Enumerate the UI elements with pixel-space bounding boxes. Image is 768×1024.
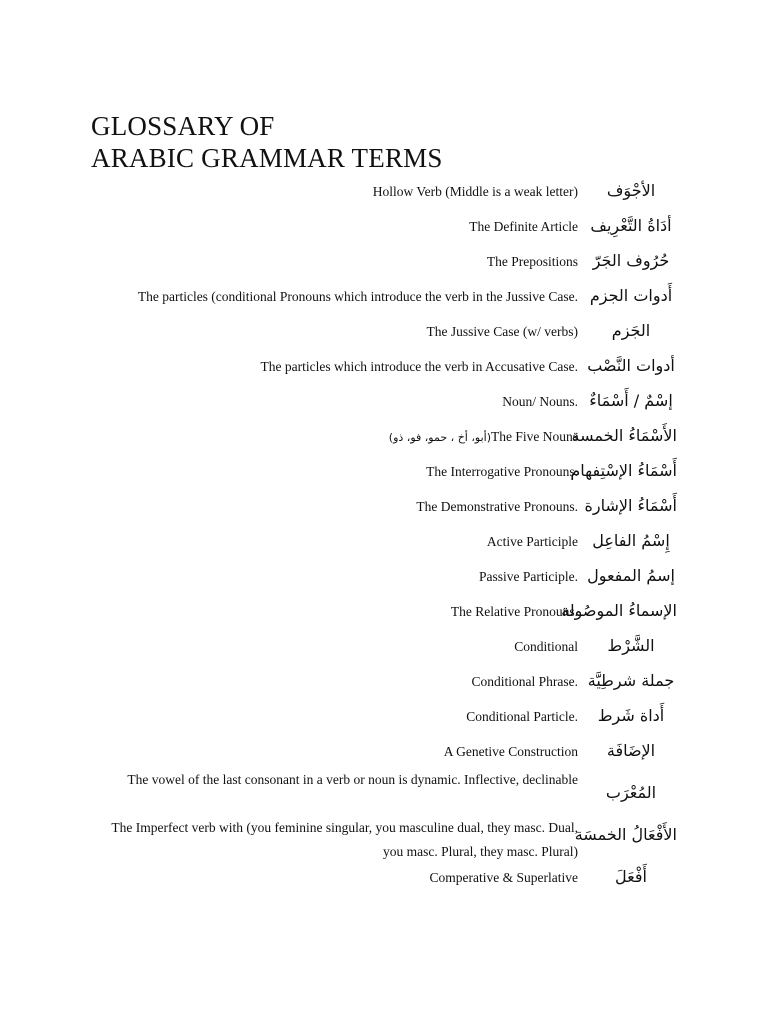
term-english: Hollow Verb (Middle is a weak letter)	[372, 184, 578, 199]
term-english	[389, 425, 578, 450]
term-arabic: إسمُ المفعول	[587, 566, 675, 585]
term-arabic: الإسماءُ الموصُولة	[561, 601, 677, 620]
term-english: The Definite Article	[469, 219, 578, 234]
title-line-2: ARABIC GRAMMAR TERMS	[91, 143, 443, 173]
term-arabic: الشَّرْط	[607, 636, 655, 655]
term-english: Active Participle	[486, 534, 578, 549]
term-english: The Relative Pronouns.	[450, 604, 578, 619]
term-english: The Imperfect verb with (you feminine singular, you masculine dual, they masc. Dual, you masc. Plural, they masc. Plural)	[111, 820, 578, 859]
term-english-text: The Five Nouns	[491, 429, 578, 444]
term-arabic: أَدوات الجزم	[589, 286, 673, 305]
term-english: The Prepositions	[486, 254, 578, 269]
term-arabic: الأَسْمَاءُ الخمسة	[571, 426, 677, 445]
term-arabic: حُرُوف الجَرّ	[592, 251, 670, 270]
term-english-arabic-examples: (أبو، أخ ، حمو، فو، ذو)	[388, 431, 491, 444]
term-arabic: الأَفْعَالُ الخمسَة	[574, 825, 677, 844]
document-title	[91, 110, 443, 174]
term-english: Passive Participle.	[479, 569, 578, 584]
term-english: The particles (conditional Pronouns which introduce the verb in the Jussive Case.	[137, 289, 578, 304]
term-english: A Genetive Construction	[443, 744, 578, 759]
term-english: The Interrogative Pronouns.	[426, 464, 578, 479]
term-arabic: الأجْوَف	[606, 181, 656, 200]
term-arabic: أَسْمَاءُ الإشارة	[584, 496, 677, 515]
term-english: Comperative & Superlative	[429, 870, 578, 885]
term-arabic: أدَاةُ التَّعْرِيف	[590, 216, 672, 235]
term-english: The vowel of the last consonant in a verb or noun is dynamic. Inflective, declinable	[127, 772, 578, 787]
term-english: Conditional Particle.	[466, 709, 578, 724]
term-arabic: إسْمٌ / أَسْمَاءٌ	[589, 391, 673, 410]
term-arabic: جملة شرطِيَّة	[587, 671, 675, 690]
term-english: The Demonstrative Pronouns.	[416, 499, 578, 514]
term-arabic: الإضَافَة	[606, 741, 656, 760]
term-english: Conditional	[514, 639, 578, 654]
term-english: The Jussive Case (w/ verbs)	[426, 324, 578, 339]
term-arabic: المُعْرَب	[605, 783, 657, 802]
term-arabic: أدوات النَّصْب	[587, 356, 675, 375]
term-arabic: أَسْمَاءُ الإسْتِفهام	[570, 461, 677, 480]
term-arabic: أَفْعَلَ	[615, 867, 647, 886]
title-line-1: GLOSSARY OF	[91, 111, 275, 141]
term-english: Conditional Phrase.	[471, 674, 578, 689]
term-english: Noun/ Nouns.	[502, 394, 578, 409]
term-arabic: الجَزم	[611, 321, 651, 340]
term-arabic: إِسْمُ الفاعِل	[592, 531, 670, 550]
term-english: The particles which introduce the verb in Accusative Case.	[260, 359, 578, 374]
term-arabic: أَداة شَرط	[597, 706, 665, 725]
